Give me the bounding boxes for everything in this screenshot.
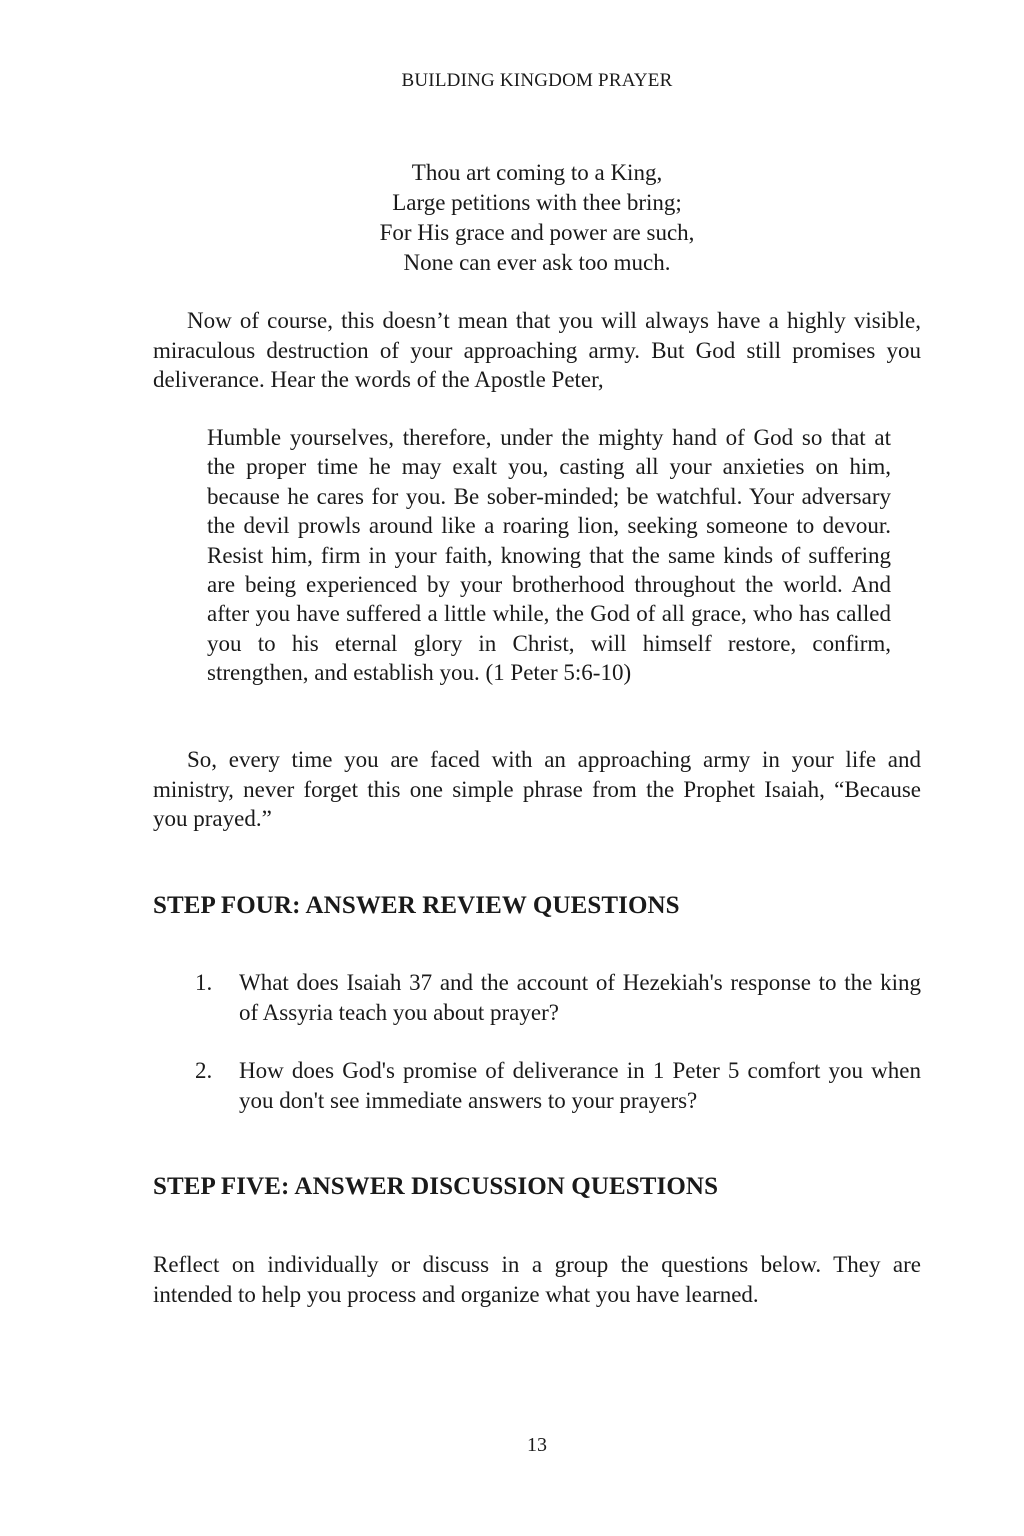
discussion-intro-paragraph: Reflect on individually or discuss in a group the questions below. They are intended to help you process and organize what you have learned. <box>153 1252 921 1307</box>
list-item-number: 2. <box>195 1058 213 1083</box>
review-questions-list <box>153 968 921 1144</box>
list-item <box>153 968 921 1027</box>
poem-line: For His grace and power are such, <box>379 220 695 245</box>
block-quote: Humble yourselves, therefore, under the mighty hand of God so that at the proper time he may exalt you, casting all your anxieties on him, because he cares for you. Be sober-minded; be watchful. Your adversary the devil prowls around like a roaring lion, seeking someone to devour. Resist him, firm in your faith, knowing that the same kinds of suffering are being experienced by your brotherhood throughout the world. And after you have suffered a little while, the God of all grace, who has called you to his eternal glory in Christ, will himself restore, confirm, strengthen, and establish you. (1 Peter 5:6-10) <box>207 425 891 686</box>
section-heading-step-five: STEP FIVE: ANSWER DISCUSSION QUESTIONS <box>153 1173 719 1200</box>
list-item <box>153 1056 921 1115</box>
poem-stanza <box>153 158 921 278</box>
book-page <box>153 0 921 1536</box>
running-head: BUILDING KINGDOM PRAYER <box>401 70 673 91</box>
body-paragraph: Now of course, this doesn’t mean that you will always have a highly visible, miraculous destruction of your approaching army. But God still promises you deliverance. Hear the words of the Apostle Peter, <box>153 308 921 392</box>
list-item-text: What does Isaiah 37 and the account of Hezekiah's response to the king of Assyria teach you about prayer? <box>239 970 921 1025</box>
list-item-number: 1. <box>195 970 213 995</box>
poem-line: None can ever ask too much. <box>403 250 671 275</box>
section-heading-step-four: STEP FOUR: ANSWER REVIEW QUESTIONS <box>153 892 680 919</box>
page-number: 13 <box>527 1434 547 1456</box>
body-paragraph: So, every time you are faced with an approaching army in your life and ministry, never forget this one simple phrase from the Prophet Isaiah, “Because you prayed.” <box>153 747 921 831</box>
list-item-text: How does God's promise of deliverance in 1 Peter 5 comfort you when you don't see immediate answers to your prayers? <box>239 1058 921 1113</box>
poem-line: Thou art coming to a King, <box>411 160 663 185</box>
poem-line: Large petitions with thee bring; <box>392 190 682 215</box>
